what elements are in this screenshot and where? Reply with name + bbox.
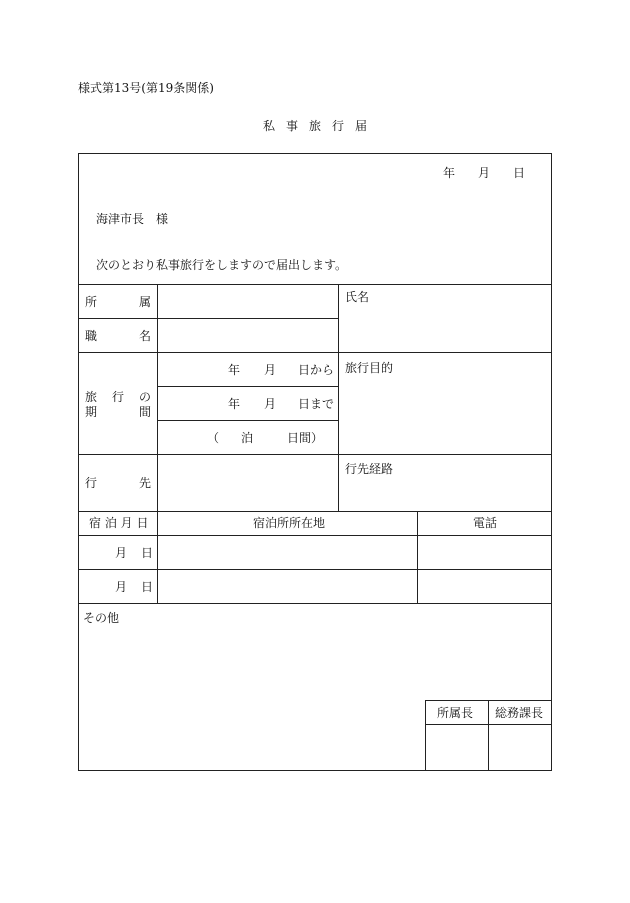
intro-text: 次のとおり私事旅行をしますので届出します。: [96, 258, 348, 272]
from-year-label: 年: [228, 363, 241, 377]
date-month-label: 月: [478, 166, 491, 180]
title-char: 事: [285, 119, 298, 133]
title-char: 届: [354, 119, 367, 133]
travel-period-label-line1: 旅 行 の: [85, 390, 151, 404]
job-title-label: 職 名: [85, 329, 151, 343]
title-char: 行: [331, 119, 344, 133]
stay-nights-label: 泊: [241, 431, 254, 445]
travel-period-label-line2: 期 間: [85, 405, 151, 419]
row2-month-label: 月: [115, 580, 128, 594]
route-field[interactable]: [339, 478, 551, 510]
divider: [157, 420, 338, 421]
from-day-label: 日から: [298, 363, 335, 377]
row1-address-field[interactable]: [158, 536, 416, 568]
stay-address-header: 宿泊所所在地: [253, 516, 326, 530]
divider: [78, 603, 552, 604]
stay-date-header: 宿 泊 月 日: [89, 516, 149, 530]
office-head-label: 所属長: [437, 706, 474, 720]
from-month-label: 月: [264, 363, 277, 377]
divider: [157, 386, 338, 387]
title-char: 私: [263, 119, 276, 133]
row2-phone-field[interactable]: [418, 570, 551, 602]
date-day-label: 日: [513, 166, 526, 180]
other-label: その他: [83, 611, 120, 625]
other-field[interactable]: [79, 628, 423, 768]
name-field[interactable]: [339, 305, 551, 351]
stay-open-paren: （: [207, 431, 220, 445]
affiliation-label: 所 属: [85, 295, 151, 309]
route-label: 行先経路: [345, 462, 394, 476]
divider: [78, 352, 552, 353]
purpose-label: 旅行目的: [345, 361, 394, 375]
to-year-label: 年: [228, 397, 241, 411]
stay-days-label: 日間）: [287, 431, 324, 445]
affiliation-field[interactable]: [158, 285, 337, 317]
purpose-field[interactable]: [339, 377, 551, 453]
document-title: [263, 119, 367, 133]
to-month-label: 月: [264, 397, 277, 411]
divider: [78, 511, 552, 512]
phone-header: 電話: [473, 516, 498, 530]
name-label: 氏名: [345, 290, 370, 304]
job-title-field[interactable]: [158, 319, 337, 351]
general-affairs-chief-label: 総務課長: [495, 706, 544, 720]
row2-address-field[interactable]: [158, 570, 416, 602]
addressee: 海津市長 様: [96, 212, 169, 226]
row1-month-label: 月: [115, 546, 128, 560]
office-head-stamp-box[interactable]: [426, 725, 487, 770]
date-year-label: 年: [443, 166, 456, 180]
destination-field[interactable]: [158, 455, 337, 510]
title-char: 旅: [308, 119, 321, 133]
row1-phone-field[interactable]: [418, 536, 551, 568]
destination-label: 行 先: [85, 476, 151, 490]
to-day-label: 日まで: [298, 397, 335, 411]
row1-day-label: 日: [141, 546, 154, 560]
general-affairs-chief-stamp-box[interactable]: [489, 725, 551, 770]
row2-day-label: 日: [141, 580, 154, 594]
form-number: 様式第13号(第19条関係): [78, 81, 214, 95]
